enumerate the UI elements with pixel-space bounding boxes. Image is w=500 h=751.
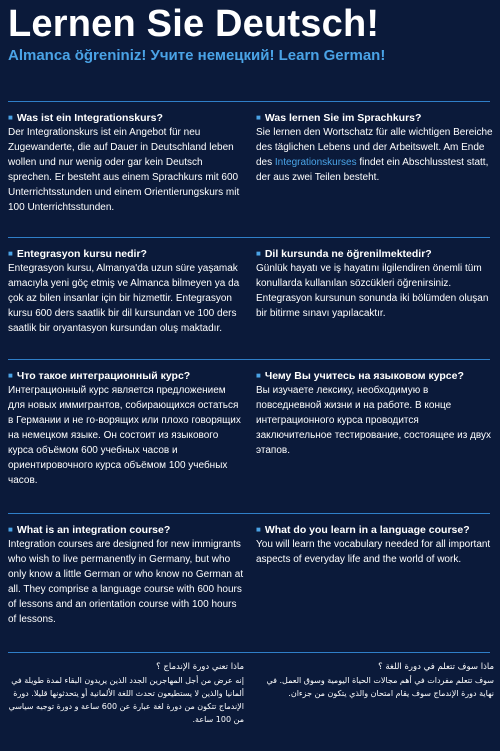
divider — [8, 652, 490, 653]
section-ru-right — [256, 369, 494, 458]
integration-course-link[interactable]: Integrationskurses — [274, 157, 357, 168]
bullet-icon: ■ — [256, 525, 261, 534]
answer-text: Günlük hayatı ve iş hayatını ilgilendiren önemli tüm konullarda kullanılan sözcükleri öğrenirsiniz. Entegrasyon kursunun sonunda iki bölümden oluşan bir bitirme sınavı yapılacaktır. — [256, 263, 489, 319]
bullet-icon: ■ — [8, 371, 13, 380]
question-heading: Что такое интеграционный курс? — [16, 370, 191, 382]
section-tr-right — [256, 247, 494, 321]
answer-text: سوف تتعلم مفردات في أهم مجالات الحياة اليومية وسوق العمل. في نهاية دورة الإندماج سوف يقام امتحان والذي يتكون من جزءان. — [266, 676, 494, 698]
question-heading: Чему Вы учитесь на языковом курсе? — [264, 370, 464, 382]
section-ru-left — [8, 369, 244, 488]
divider — [8, 237, 490, 238]
bullet-icon: ■ — [8, 525, 13, 534]
answer-text: Der Integrationskurs ist ein Angebot für neu Zugewanderte, die auf Dauer in Deutschland leben wollen und nur wenig oder gar kein Deutsch sprechen. Er besteht aus einem Sprachkurs mit 600 Unterrichtsstunden und einem Orientierungskurs mit 100 Unterrichtsstunden. — [8, 127, 240, 213]
page-title: Lernen Sie Deutsch! — [8, 3, 380, 45]
question-heading: ماذا تعني دورة الإندماج ؟ — [156, 662, 244, 672]
header — [8, 0, 492, 66]
question-heading: Entegrasyon kursu nedir? — [16, 248, 147, 260]
question-heading: What do you learn in a language course? — [264, 524, 470, 536]
answer-text: You will learn the vocabulary needed for all important aspects of everyday life and the world of work. — [256, 539, 491, 565]
answer-text: Вы изучаете лексику, необходимую в повседневной жизни и на работе. В конце интеграционного курса проводится заключительное тестирование, состоящее из двух этапов. — [256, 385, 492, 456]
answer-text: Sie lernen den Wortschatz für alle wichtigen Bereiche des täglichen Lebens und der Arbeitswelt. Am Ende des Integrationskurses findet ein Abschlusstest statt, der aus zwei Teilen besteht. — [256, 127, 493, 183]
bullet-icon: ■ — [256, 249, 261, 258]
answer-text: Интеграционный курс является предложением для новых иммигрантов, собирающихся остаться в Германии и не го-ворящих или плохо говорящих на немецком языке. Он состоит из языкового курса объёмом 600 учебных часов и ориентировочного курса объёмом 100 учебных часов. — [8, 385, 241, 486]
question-heading: Was lernen Sie im Sprachkurs? — [264, 112, 422, 124]
section-de-right — [256, 111, 494, 185]
bullet-icon: ■ — [256, 113, 261, 122]
answer-text: Integration courses are designed for new immigrants who wish to live permanently in Germany, but who only know a little German or who know no German at all. They comprise a language course with 600 hours of lessons and an orientation course with 100 hours of lessons. — [8, 539, 244, 625]
section-tr-left — [8, 247, 244, 336]
section-de-left — [8, 111, 244, 215]
page-subtitle: Almanca öğreniniz! Учите немецкий! Learn German! — [8, 47, 386, 64]
answer-text: Entegrasyon kursu, Almanya'da uzun süre yaşamak amacıyla yeni göç etmiş ve Almanca bilmeyen ya da çok az bilen insanlar için bir hizmettir. Entegrasyon kursu 600 ders saatlik bir dil kursundan ve 100 ders saatlik bir oryantasyon kursundan oluş maktadır. — [8, 263, 240, 334]
bullet-icon: ■ — [256, 371, 261, 380]
question-heading: ماذا سوف تتعلم في دورة اللغة ؟ — [378, 662, 494, 672]
bullet-icon: ■ — [8, 249, 13, 258]
section-en-right — [256, 523, 494, 567]
question-heading: Dil kursunda ne öğrenilmektedir? — [264, 248, 432, 260]
divider — [8, 359, 490, 360]
divider — [8, 513, 490, 514]
bullet-icon: ■ — [8, 113, 13, 122]
answer-text: إنه عرض من أجل المهاجرين الجدد الذين يريدون البقاء لمدة طويلة في ألمانيا والذين لا يستطيعون تحدث اللغة الألمانية أو يتحدثونها قليلا. دورة الإندماج تتكون من دورة لغة عبارة عن 600 ساعة و دورة توجيه سياسي من 100 ساعة. — [8, 676, 244, 724]
divider — [8, 101, 490, 102]
section-ar-left — [8, 660, 244, 726]
question-heading: Was ist ein Integrationskurs? — [16, 112, 163, 124]
question-heading: What is an integration course? — [16, 524, 171, 536]
section-en-left — [8, 523, 244, 627]
section-ar-right — [256, 660, 494, 700]
